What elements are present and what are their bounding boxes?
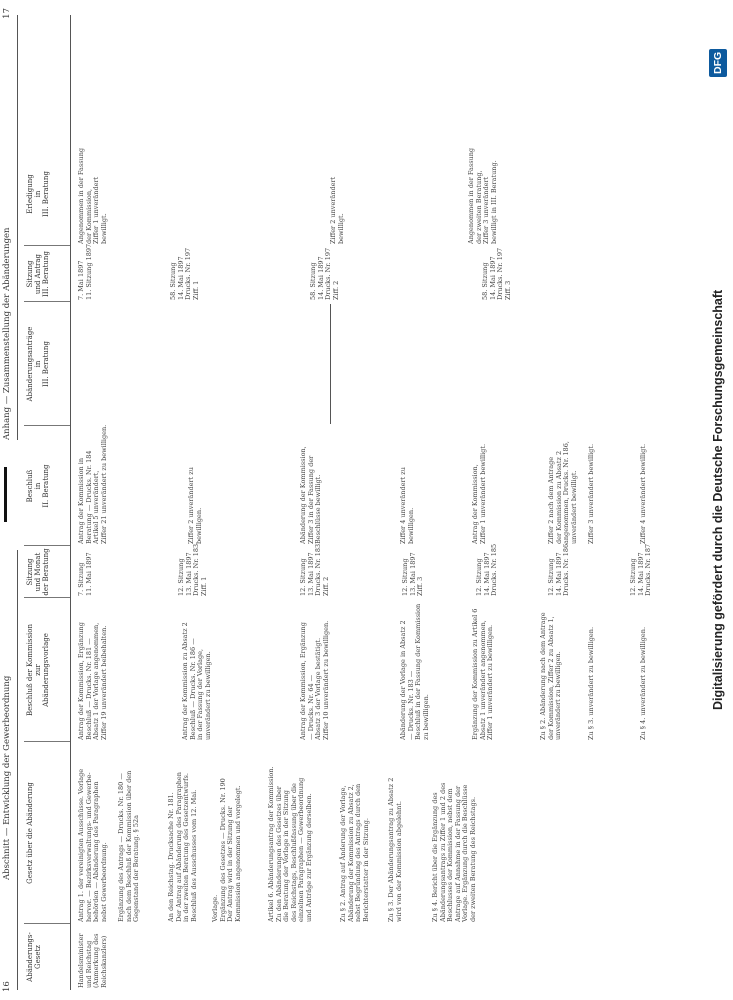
cell-text-line: der Kommission, — [84, 188, 93, 244]
cell-text-line: angenommen, Drucks. Nr. 186, — [562, 441, 571, 544]
cell-text-line: Beschluß des Ausschusses vom 12. Mai. — [189, 789, 198, 922]
cell-text-line: 11. Mai 1897 — [84, 552, 93, 596]
cell-text-line: des Reichstags, Beschlußfassung über die — [289, 783, 298, 922]
cell-text-line: die Beratung der Vorlage in der Sitzung — [282, 790, 291, 922]
cell-text-line: 14. Mai 1897 — [176, 256, 185, 300]
table-cell-c2-r3 — [168, 744, 198, 922]
table-cell-c2-r8 — [432, 744, 478, 922]
cell-text-line: Der Antrag auf Abänderung des Paragraphen — [174, 772, 183, 922]
cell-text-line: Angenommen in der Fassung — [467, 147, 475, 244]
column-header-line: in — [34, 482, 42, 490]
column-header-line: Sitzung — [26, 260, 34, 288]
right-running-header: Anhang — Zusammenstellung der Abänderungen — [2, 227, 12, 440]
column-header-line: Abänderungs- — [26, 932, 34, 982]
table-cell-c3-r7 — [588, 600, 596, 740]
cell-text-line: einzelnen Paragraphen — Gewerbeordnung — [297, 777, 306, 922]
column-divider — [24, 741, 70, 742]
cell-text-line: Absatz 1 unverändert angenommen, — [478, 620, 487, 740]
table-cell-c3-r2 — [182, 600, 212, 740]
cell-text-line: und Reichstag — [84, 940, 93, 988]
cell-text-line: unverändert zu bewilligen. — [554, 651, 563, 740]
cell-text-line: Ziffer 19 unverändert beibehalten. — [99, 625, 108, 740]
dfg-watermark-text: Digitalisierung gefördert durch die Deutsche Forschungsgemeinschaft — [711, 289, 725, 710]
cell-text-line: unverändert bewilligt. — [569, 470, 578, 544]
cell-text-line: Ziffer 2 unverändert zu — [187, 467, 195, 544]
cell-text-line: Drucks. Nr. 187 — [644, 543, 653, 596]
cell-text-line: Ziff. 1 — [191, 280, 200, 300]
cell-text-line: 13. Mai 1897 — [306, 552, 315, 596]
column-divider — [24, 425, 70, 426]
column-header-c5 — [26, 428, 50, 544]
cell-text-line: Kommission angenommen und vorgelegt. — [233, 785, 242, 922]
cell-text-line: Ziffer 3 unverändert bewilligt. — [587, 443, 595, 544]
cell-text-line: bewilligt. — [336, 213, 345, 244]
header-rule-left — [17, 550, 18, 990]
cell-text-line: Ziffer 4 unverändert bewilligt. — [639, 443, 647, 544]
table-cell-c3-r6 — [540, 600, 563, 740]
cell-text-line: Vorlage. Ergänzung durch die Beschlüsse — [461, 784, 470, 922]
cell-text-line: Gegenstand der Beratung. § 52a — [132, 815, 141, 922]
cell-text-line: Antrag der Kommission zu Absatz 2 — [181, 622, 189, 740]
cell-text-line: Zu § 4. unverändert zu bewilligen. — [639, 626, 647, 740]
table-cell-c1-r1 — [78, 926, 108, 988]
column-header-line: Erledigung — [26, 174, 34, 214]
cell-text-line: Handelsminister — [77, 933, 85, 988]
cell-text-line: Beschluß — Drucks. Nr. 186 — — [188, 638, 197, 740]
table-cell-c8-r5 — [468, 144, 498, 244]
column-header-line: Abänderungsvorlage — [42, 633, 50, 707]
cell-text-line: Drucks. Nr. 186 — [562, 543, 571, 596]
cell-text-line: Artikel 6. Abänderungsantrag der Kommission. — [267, 766, 275, 922]
table-cell-c7-r1 — [77, 243, 93, 300]
page-gutter-mark — [4, 467, 7, 522]
column-divider — [24, 245, 70, 246]
column-header-c8 — [26, 144, 50, 244]
cell-text-line: Abänderung der Kommission, — [299, 446, 307, 544]
cell-text-line: Drucks. Nr. 197 — [496, 247, 505, 300]
table-cell-c8-r3 — [330, 144, 345, 244]
cell-text-line: Beratung — Drucks. Nr. 184 — [84, 450, 93, 544]
table-cell-c5-r7 — [588, 428, 596, 544]
cell-text-line: Beschlüsse bewilligt. — [314, 474, 323, 544]
column-header-line: Sitzung — [26, 558, 34, 586]
cell-text-line: der zweiten Beratung, — [474, 170, 483, 244]
table-cell-c5-r5 — [472, 428, 487, 544]
cell-text-line: nebst Begründung des Antrags durch den — [354, 783, 363, 922]
cell-text-line: Vorlage. — [211, 894, 219, 922]
cell-text-line: Beschluß — Drucks. Nr. 181 — — [84, 638, 93, 740]
table-cell-c5-r2 — [188, 428, 203, 544]
column-divider — [24, 301, 70, 302]
cell-text-line: Ziffer 2 nach dem Antrage — [547, 456, 555, 544]
cell-text-line: 12. Sitzung — [401, 558, 409, 596]
cell-text-line: 12. Sitzung — [547, 558, 555, 596]
column-header-line: III. Beratung — [42, 251, 50, 297]
cell-text-line: der Kommission, Ziffer 2 zu Absatz 1, — [546, 616, 555, 740]
cell-text-line: Zu den Abänderungen des Gesetzes über — [274, 786, 283, 922]
table-cell-c5-r4 — [400, 428, 415, 544]
header-rule-right — [17, 15, 18, 440]
cell-text-line: Antrag der Kommission, Ergänzung — [77, 622, 85, 740]
column-header-line: und Monat — [34, 552, 42, 592]
cell-text-line: 13. Mai 1897 — [408, 552, 417, 596]
column-header-line: der Beratung — [42, 548, 50, 596]
cell-text-line: Beschluß in der Fassung der Kommission — [414, 603, 423, 740]
cell-text-line: Ergänzung der Kommission zu Artikel 6 — [471, 608, 479, 740]
cell-text-line: Berichterstatter in der Sitzung. — [361, 818, 370, 922]
cell-text-line: wird von der Kommission abgelehnt. — [394, 801, 403, 922]
column-header-line: Gesetz über die Abänderung — [26, 782, 34, 884]
cell-text-line: bewilligen. — [194, 507, 203, 544]
column-header-line: in — [34, 360, 42, 368]
cell-text-line: Antrag der Kommission, Ergänzung — [299, 622, 307, 740]
cell-text-line: nebst Gewerbeordnung. — [99, 842, 108, 922]
cell-text-line: Drucks. Nr. 183 — [314, 543, 323, 596]
cell-text-line: Ziff. 3 — [503, 280, 512, 300]
cell-text-line: der Kommission zu Absatz 2 — [554, 450, 563, 544]
cell-text-line: 14. Mai 1897 — [488, 256, 497, 300]
cell-text-line: Ziffer 2 unverändert — [329, 176, 337, 244]
cell-text-line: Drucks. Nr. 197 — [324, 247, 333, 300]
cell-text-line: Zu § 3. unverändert zu bewilligen. — [587, 626, 595, 740]
cell-text-line: Antrag der Kommission, — [471, 464, 479, 544]
cell-text-line: 14. Mai 1897 — [316, 256, 325, 300]
cell-text-line: 14. Mai 1897 — [482, 552, 491, 596]
cell-text-line: Abänderung der Kommission zu Absatz 2, — [346, 784, 355, 922]
column-header-line: II. Beratung — [42, 464, 50, 508]
cell-text-line: unverändert zu bewilligen. — [203, 651, 212, 740]
table-cell-c5-r3 — [300, 428, 323, 544]
cell-text-line: und Anträge zur Ergänzung derselben. — [304, 793, 313, 922]
table-cell-c3-r8 — [640, 600, 648, 740]
cell-text-line: 14. Mai 1897 — [636, 552, 645, 596]
cell-text-line: Drucks. Nr. 183 — [192, 543, 201, 596]
table-cell-c4-r5 — [475, 543, 499, 596]
cell-text-line: Antrag 1. der vereinigten Ausschüsse. Vorlage — [77, 768, 85, 922]
table-cell-c4-r4 — [402, 548, 425, 596]
cell-text-line: Drucks. Nr. 197 — [184, 247, 193, 300]
cell-text-line: Ziff. 2 — [321, 576, 330, 596]
table-cell-c4-r2 — [177, 543, 208, 596]
cell-text-line: Antrag der Kommission in — [77, 457, 85, 544]
cell-text-line: (Anmerkung des — [92, 933, 101, 988]
table-cell-c3-r3 — [300, 600, 330, 740]
cell-text-line: Ziff. 1 — [199, 576, 208, 596]
cell-text-line: Ergänzung des Gesetzes — Drucks. Nr. 190 — [218, 778, 227, 922]
table-cell-c5-r6 — [548, 428, 578, 544]
table-cell-c4-r6 — [547, 543, 571, 596]
table-cell-c4-r1 — [78, 548, 93, 596]
cell-text-line: Artikel 5 unverändert, — [92, 470, 101, 544]
cell-text-line: Abänderung der Vorlage in Absatz 2 — [399, 620, 407, 740]
cell-text-line: Abänderungsantrags zu Ziffer 1 und 2 des — [438, 782, 447, 922]
cell-text-line: Zu § 3. Der Abänderungsantrag zu Absatz 2 — [387, 777, 395, 922]
column-header-c4 — [26, 548, 50, 596]
table-cell-c2-r6 — [340, 744, 370, 922]
column-header-line: III. Beratung — [42, 171, 50, 217]
column-header-line: Abänderungsanträge — [26, 326, 34, 402]
cell-text-line: der zweiten Beratung des Reichstags. — [468, 796, 477, 922]
table-cell-c5-r8 — [640, 428, 648, 544]
cell-text-line: Zu § 4. Bericht über die Ergänzung des — [431, 792, 439, 922]
cell-text-line: Ziffer 1 unverändert bewilligt. — [478, 443, 487, 544]
cell-text-line: 14. Mai 1897 — [554, 552, 563, 596]
cell-text-line: Zu § 2. Abänderung nach dem Antrage — [539, 612, 547, 740]
table-cell-c3-r4 — [400, 600, 430, 740]
cell-text-line: Der Antrag wird in der Sitzung der — [226, 806, 235, 922]
cell-text-line: Ziffer 21 unverändert zu bewilligen. — [99, 424, 108, 544]
column-header-rule — [70, 15, 71, 990]
table-cell-c5-r1 — [77, 424, 108, 544]
cell-text-line: Ziffer 1 unverändert zu bewilligen. — [486, 624, 495, 740]
table-cell-c7-r5 — [482, 248, 512, 300]
dfg-logo: DFG — [709, 49, 727, 77]
cell-text-line: Ziff. 2 — [331, 280, 340, 300]
cell-text-line: Ziffer 3 unverändert — [482, 176, 491, 244]
cell-text-line: Absatz 1 der Vorlage angenommen, — [92, 622, 101, 740]
column-header-line: und Antrag — [34, 253, 42, 295]
right-page-number: 17 — [2, 8, 12, 19]
cell-text-line: in der Fassung der Vorlage, — [196, 648, 205, 740]
cell-text-line: behörden — Abänderung des Paragraphen — [92, 781, 101, 922]
cell-text-line: Absatz 3 der Vorlage bestätigt. — [314, 637, 323, 740]
table-cell-c7-r2 — [170, 248, 200, 300]
left-page-number: 16 — [2, 981, 12, 992]
table-cell-c3-r5 — [472, 600, 495, 740]
column-header-line: Beschluß — [26, 469, 34, 503]
table-cell-c4-r3 — [299, 543, 330, 596]
table-cell-c7-r3 — [310, 248, 340, 300]
left-running-header: Abschnitt — Entwicklung der Gewerbeordnung — [2, 675, 12, 880]
cell-text-line: 12. Sitzung — [475, 558, 483, 596]
cell-text-line: 7. Sitzung — [77, 562, 85, 596]
cell-text-line: An den Reichstag. Drucksache Nr. 181. — [167, 792, 175, 922]
table-cell-c2-r7 — [388, 744, 403, 922]
column-divider — [24, 597, 70, 598]
column-header-c1 — [26, 926, 42, 988]
cell-text-line: bewilligt. — [99, 213, 108, 244]
cell-text-line: hervor. — Bezirksverwaltungs- und Gewerbe- — [84, 772, 93, 922]
cell-text-line: Reichskanzlers) — [99, 935, 108, 988]
cell-text-line: 13. Mai 1897 — [184, 552, 193, 596]
cell-text-line: Beschlusses der Kommission, nebst dem — [446, 788, 455, 922]
cell-text-line: — Drucks. Nr. 183 — — [406, 670, 415, 740]
cell-text-line: Zu § 2. Antrag auf Änderung der Vorlage, — [339, 785, 347, 922]
table-cell-c2-r5 — [268, 744, 314, 922]
column-divider — [24, 545, 70, 546]
cell-text-line: — Drucks. Nr. 64 — — [306, 674, 315, 740]
column-header-line: Beschluß der Kommission — [26, 623, 34, 717]
table-cell-c2-r2 — [118, 744, 141, 922]
table-cell-c2-r1 — [78, 744, 108, 922]
table-cell-c4-r8 — [629, 543, 653, 596]
table-cell-c3-r1 — [78, 600, 108, 740]
cell-text-line: 58. Sitzung — [481, 262, 489, 300]
cell-text-line: in der zweiten Beratung des Gesetzentwurfs. — [182, 773, 191, 922]
cell-text-line: 12. Sitzung — [177, 558, 185, 596]
cell-text-line: 11. Sitzung 1897 — [84, 243, 93, 300]
cell-text-line: 58. Sitzung — [169, 262, 177, 300]
column-header-line: in — [34, 190, 42, 198]
cell-text-line: bewilligen. — [406, 507, 415, 544]
cell-text-line: Ergänzung des Antrags — Drucks. Nr. 180 — — [117, 773, 125, 922]
table-cell-c2-r4 — [212, 744, 242, 922]
column-header-line: Gesetz — [34, 945, 42, 969]
dfg-watermark-strip — [705, 0, 731, 1000]
cell-text-line: Angenommen in der Fassung — [77, 147, 85, 244]
column-header-line: zur — [34, 664, 42, 676]
cell-text-line: bewilligt in III. Beratung. — [489, 160, 498, 244]
cell-text-line: Antrage auf Annahme in der Fassung der — [453, 785, 462, 922]
column-header-c6 — [26, 304, 50, 424]
column-divider — [24, 923, 70, 924]
cell-text-line: Ziffer 4 unverändert zu — [399, 467, 407, 544]
row-separator-rule — [330, 304, 331, 424]
cell-text-line: 12. Sitzung — [629, 558, 637, 596]
cell-text-line: 58. Sitzung — [309, 262, 317, 300]
cell-text-line: nach dem Beschluß der Kommission über den — [124, 770, 133, 922]
cell-text-line: Drucks. Nr. 185 — [490, 543, 499, 596]
cell-text-line: Ziffer 3 in der Fassung der — [306, 455, 315, 544]
column-header-c2 — [26, 744, 34, 922]
cell-text-line: Ziff. 3 — [416, 576, 425, 596]
column-header-line: III. Beratung — [42, 341, 50, 387]
table-cell-c8-r1 — [78, 144, 108, 244]
cell-text-line: Ziffer 1 unverändert — [92, 176, 101, 244]
column-header-c3 — [26, 600, 50, 740]
column-header-c7 — [26, 248, 50, 300]
cell-text-line: Ziffer 10 unverändert zu bewilligen. — [321, 620, 330, 740]
cell-text-line: zu bewilligen. — [421, 694, 430, 740]
cell-text-line: 7. Mai 1897 — [77, 260, 85, 300]
cell-text-line: 12. Sitzung — [299, 558, 307, 596]
